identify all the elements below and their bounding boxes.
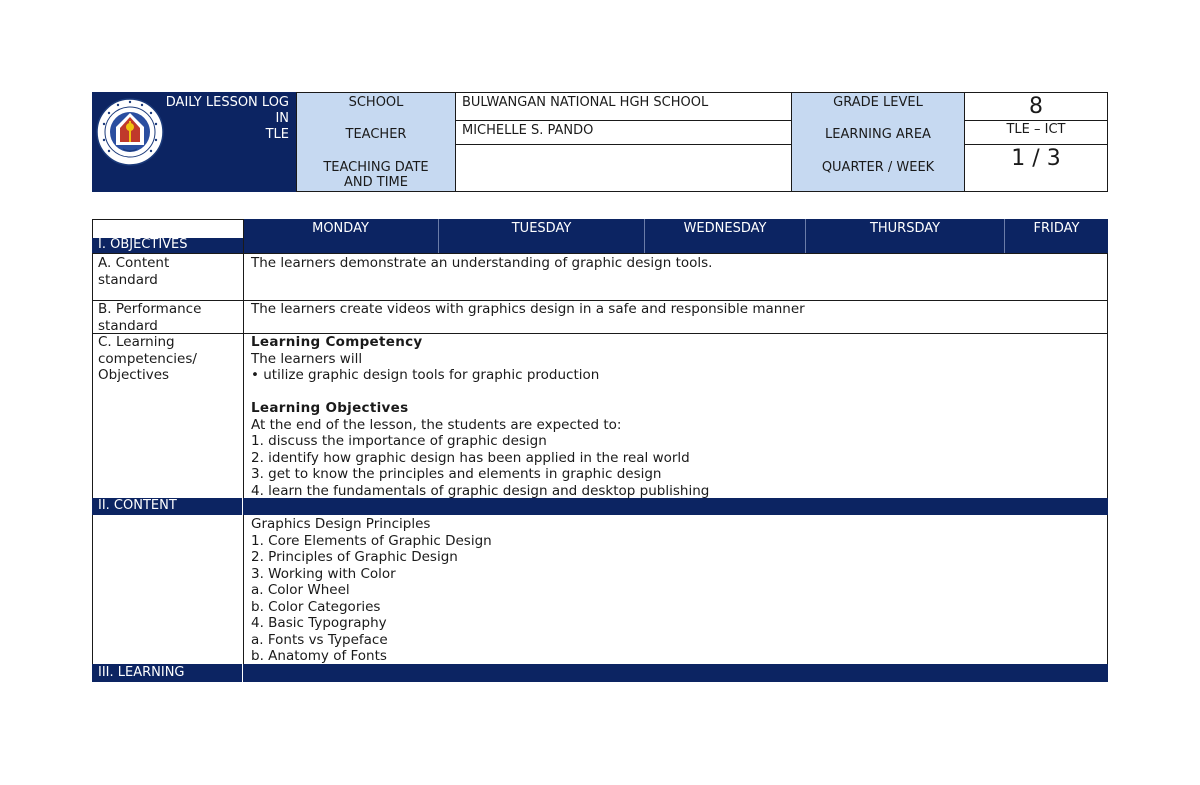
lesson-table bbox=[92, 219, 1108, 682]
day-monday: MONDAY bbox=[243, 219, 439, 253]
date-label-line1: TEACHING DATE bbox=[323, 160, 429, 175]
list-item: b. Anatomy of Fonts bbox=[251, 648, 387, 664]
list-item: a. Color Wheel bbox=[251, 582, 350, 598]
dll-title bbox=[159, 95, 289, 143]
objectives-section-label: I. OBJECTIVES bbox=[98, 237, 188, 252]
day-thursday: THURSDAY bbox=[806, 219, 1005, 253]
objective-line: 1. discuss the importance of graphic design bbox=[251, 433, 547, 449]
list-item: b. Color Categories bbox=[251, 598, 381, 615]
day-wednesday: WEDNESDAY bbox=[645, 219, 806, 253]
quarter-label: QUARTER / WEEK bbox=[821, 160, 935, 175]
dll-title-line3: TLE bbox=[265, 127, 289, 142]
objective-line: 3. get to know the principles and elements in graphic design bbox=[251, 466, 662, 482]
list-item: 3. Working with Color bbox=[251, 565, 396, 582]
teacher-label: TEACHER bbox=[345, 127, 407, 142]
content-standard-text: The learners demonstrate an understanding of graphic design tools. bbox=[251, 255, 713, 271]
performance-standard-label-line1: B. Performance bbox=[98, 301, 202, 317]
list-item: 1. Core Elements of Graphic Design bbox=[251, 532, 492, 549]
dll-title-line2: IN bbox=[275, 111, 289, 126]
school-value: BULWANGAN NATIONAL HGH SCHOOL bbox=[455, 92, 792, 121]
grade-label: GRADE LEVEL bbox=[833, 95, 923, 110]
date-label-line2: AND TIME bbox=[344, 175, 408, 190]
date-label bbox=[297, 160, 455, 190]
learning-section-bar bbox=[92, 664, 1108, 682]
competencies-label-line3: Objectives bbox=[98, 367, 170, 383]
competencies-label-line2: competencies/ bbox=[98, 350, 197, 367]
learning-section-label: III. LEARNING bbox=[98, 665, 185, 680]
content-list bbox=[251, 516, 492, 665]
spacer bbox=[251, 384, 709, 401]
objective-line: At the end of the lesson, the students are expected to: bbox=[251, 416, 622, 433]
teacher-value: MICHELLE S. PANDO bbox=[455, 120, 792, 145]
content-standard-label-line1: A. Content bbox=[98, 255, 170, 271]
content-standard-label bbox=[98, 255, 169, 288]
area-label: LEARNING AREA bbox=[825, 127, 931, 142]
objective-line: 2. identify how graphic design has been applied in the real world bbox=[251, 449, 690, 466]
competency-heading: Learning Competency bbox=[251, 334, 423, 350]
competencies-label-line1: C. Learning bbox=[98, 334, 175, 350]
content-section-label: II. CONTENT bbox=[98, 498, 177, 513]
deped-seal-icon bbox=[95, 97, 165, 167]
day-friday: FRIDAY bbox=[1033, 221, 1080, 236]
performance-standard-label bbox=[98, 301, 201, 334]
quarter-value: 1 / 3 bbox=[964, 144, 1108, 192]
date-value bbox=[455, 144, 792, 192]
performance-standard-text: The learners create videos with graphics design in a safe and responsible manner bbox=[251, 301, 805, 317]
content-standard-label-line2: standard bbox=[98, 271, 158, 288]
day-tuesday: TUESDAY bbox=[439, 219, 645, 253]
header-table bbox=[92, 92, 1108, 192]
learning-section-divider bbox=[92, 664, 243, 682]
logo-cell bbox=[92, 92, 296, 192]
grade-value: 8 bbox=[964, 92, 1108, 121]
school-label: SCHOOL bbox=[348, 95, 404, 110]
column-divider bbox=[243, 219, 244, 682]
list-item: Graphics Design Principles bbox=[251, 516, 431, 532]
list-item: 4. Basic Typography bbox=[251, 615, 387, 631]
performance-standard-label-line2: standard bbox=[98, 317, 158, 334]
objective-line: 4. learn the fundamentals of graphic design and desktop publishing bbox=[251, 482, 710, 499]
competency-line: • utilize graphic design tools for graphic production bbox=[251, 367, 600, 383]
content-section-divider bbox=[92, 498, 243, 515]
content-section-bar bbox=[92, 498, 1108, 515]
competencies-label bbox=[98, 334, 197, 384]
dll-title-line1: DAILY LESSON LOG bbox=[165, 95, 289, 110]
objectives-heading: Learning Objectives bbox=[251, 400, 409, 416]
row-separator bbox=[92, 253, 1108, 254]
list-item: 2. Principles of Graphic Design bbox=[251, 549, 458, 565]
right-labels-cell bbox=[791, 92, 965, 192]
area-value: TLE – ICT bbox=[964, 120, 1108, 145]
left-labels-cell bbox=[296, 92, 456, 192]
list-item: a. Fonts vs Typeface bbox=[251, 631, 388, 648]
competencies-content bbox=[251, 334, 709, 499]
competency-line: The learners will bbox=[251, 350, 363, 367]
